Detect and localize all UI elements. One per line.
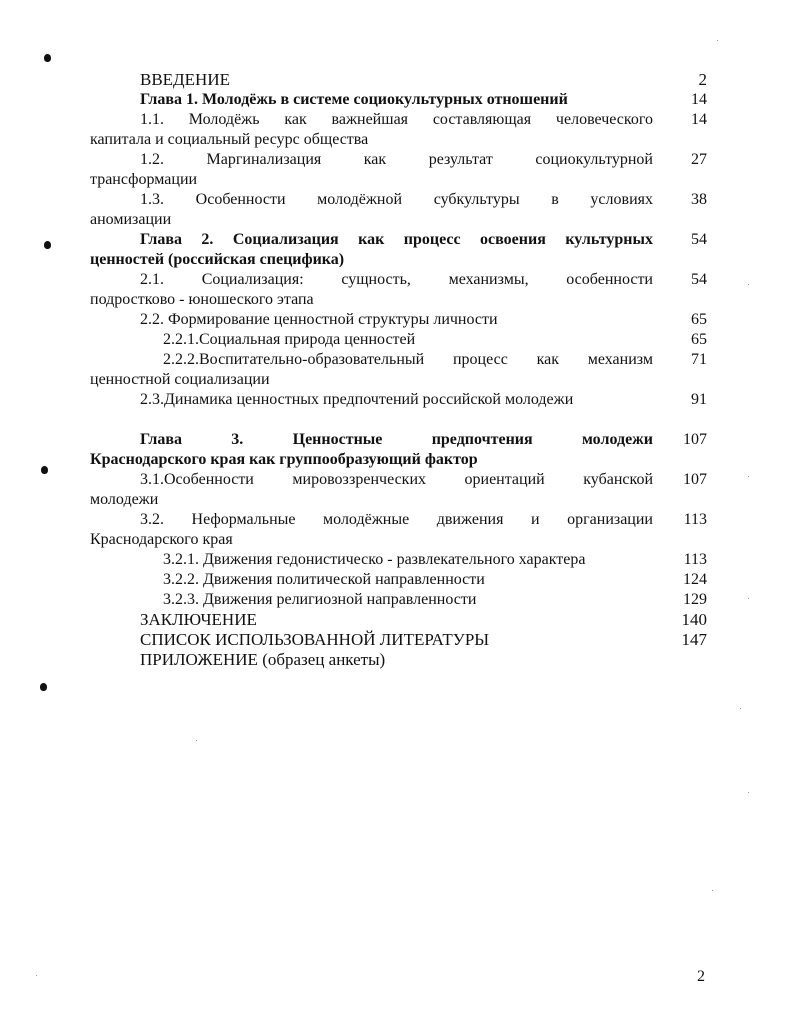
- toc-entry-line: 2.1. Социализация: сущность, механизмы, особенности: [140, 271, 653, 288]
- toc-entry-label: 3.2.3. Движения религиозной направленности: [163, 591, 477, 608]
- scan-speck: [740, 708, 741, 709]
- toc-page-number: 140: [681, 610, 707, 629]
- toc-entry-line: 1.2. Маргинализация как результат социокультурной: [140, 151, 653, 168]
- toc-entry-label: [90, 270, 653, 310]
- toc-entry-line: Краснодарского края как группообразующий фактор: [90, 451, 478, 468]
- toc-entry-label: ЗАКЛЮЧЕНИЕ: [140, 610, 257, 629]
- toc-page-number: 107: [683, 431, 707, 448]
- toc-entry-line: Глава 3. Ценностные предпочтения молодежи: [140, 431, 653, 448]
- toc-entry-label: [90, 430, 653, 470]
- binder-hole-mark: [40, 683, 47, 691]
- toc-entry-bibliography[interactable]: [90, 630, 710, 650]
- toc-entry-intro[interactable]: [90, 70, 710, 90]
- toc-entry-section-3-2-1[interactable]: [90, 550, 710, 570]
- toc-entry-section-2-2-1[interactable]: [90, 330, 710, 350]
- toc-page-number: 113: [683, 551, 707, 568]
- toc-entry-chapter-1[interactable]: [90, 90, 710, 110]
- toc-page-number: 147: [681, 630, 707, 649]
- page-number: 2: [697, 968, 705, 985]
- scan-speck: [748, 476, 749, 477]
- toc-entry-section-1-1[interactable]: [90, 110, 710, 150]
- spacer: [90, 410, 710, 430]
- toc-entry-line: ценностей (российская специфика): [90, 251, 345, 268]
- toc-entry-label: 3.2.1. Движения гедонистическо - развлекательного характера: [163, 551, 586, 568]
- toc-entry-section-1-2[interactable]: [90, 150, 710, 190]
- toc-entry-line: 1.1. Молодёжь как важнейшая составляющая человеческого: [140, 111, 653, 128]
- toc-entry-label: [90, 230, 653, 270]
- scan-speck: [748, 284, 749, 285]
- toc-entry-line: аномизации: [90, 211, 172, 228]
- toc-page-number: 65: [691, 331, 707, 348]
- toc-page-number: 54: [691, 271, 707, 288]
- toc-page-number: 124: [683, 571, 707, 588]
- scan-speck: [196, 740, 197, 741]
- toc-entry-section-3-2[interactable]: [90, 510, 710, 550]
- toc-entry-line: трансформации: [90, 171, 198, 188]
- toc-entry-section-2-2[interactable]: [90, 310, 710, 330]
- toc-page-number: 54: [691, 231, 707, 248]
- binder-hole-mark: [44, 54, 51, 62]
- toc-entry-label: СПИСОК ИСПОЛЬЗОВАННОЙ ЛИТЕРАТУРЫ: [140, 630, 490, 649]
- toc-entry-label: [90, 150, 653, 190]
- toc-page-number: 14: [691, 91, 707, 108]
- toc-page-number: 38: [691, 191, 707, 208]
- toc-page-number: 2: [698, 70, 707, 89]
- toc-entry-section-3-2-2[interactable]: [90, 570, 710, 590]
- toc-entry-line: капитала и социальный ресурс общества: [90, 131, 369, 148]
- toc-entry-section-3-2-3[interactable]: [90, 590, 710, 610]
- toc-entry-label: Глава 1. Молодёжь в системе социокультурных отношений: [140, 91, 568, 108]
- toc-entry-chapter-2[interactable]: [90, 230, 710, 270]
- toc-page-number: 65: [691, 311, 707, 328]
- toc-entry-line: Краснодарского края: [90, 531, 233, 548]
- binder-hole-mark: [41, 466, 48, 474]
- toc-entry-line: 3.2. Неформальные молодёжные движения и организации: [140, 511, 653, 528]
- toc-entry-label: [90, 110, 653, 150]
- toc-entry-line: 3.1.Особенности мировоззренческих ориентаций кубанской: [140, 471, 653, 488]
- toc-page-number: 91: [691, 391, 707, 408]
- toc-page-number: 107: [683, 471, 707, 488]
- toc-entry-line: ценностной социализации: [90, 371, 270, 388]
- toc-entry-section-1-3[interactable]: [90, 190, 710, 230]
- toc-page-number: 129: [683, 591, 707, 608]
- toc-entry-section-2-3[interactable]: [90, 390, 710, 410]
- toc-page-number: 27: [691, 151, 707, 168]
- binder-hole-mark: [44, 241, 51, 249]
- toc-entry-label: 2.3.Динамика ценностных предпочтений российской молодежи: [140, 391, 574, 408]
- toc-page-number: 71: [691, 351, 707, 368]
- toc-entry-label: ВВЕДЕНИЕ: [140, 70, 230, 89]
- toc-entry-label: 2.2. Формирование ценностной структуры личности: [140, 311, 498, 328]
- toc-entry-label: [90, 470, 653, 510]
- toc-entry-label: [90, 190, 653, 230]
- toc-entry-line: подростково - юношеского этапа: [90, 291, 314, 308]
- scan-speck: [717, 40, 718, 41]
- toc-page-number: 113: [683, 511, 707, 528]
- toc-entry-line: молодежи: [90, 491, 159, 508]
- scan-speck: [36, 975, 37, 976]
- scan-speck: [748, 598, 749, 599]
- toc-page-number: 14: [691, 111, 707, 128]
- table-of-contents: [90, 70, 710, 670]
- toc-entry-label: ПРИЛОЖЕНИЕ (образец анкеты): [140, 650, 386, 669]
- toc-entry-conclusion[interactable]: [90, 610, 710, 630]
- toc-entry-section-3-1[interactable]: [90, 470, 710, 510]
- toc-entry-label: [90, 350, 653, 390]
- toc-entry-chapter-3[interactable]: [90, 430, 710, 470]
- toc-entry-label: [90, 510, 653, 550]
- toc-entry-appendix[interactable]: [90, 650, 710, 670]
- toc-entry-section-2-2-2[interactable]: [90, 350, 710, 390]
- toc-entry-line: 1.3. Особенности молодёжной субкультуры в условиях: [140, 191, 653, 208]
- toc-entry-line: Глава 2. Социализация как процесс освоения культурных: [140, 231, 653, 248]
- toc-entry-section-2-1[interactable]: [90, 270, 710, 310]
- toc-entry-line: 2.2.2.Воспитательно-образовательный процесс как механизм: [163, 351, 653, 368]
- toc-entry-label: 2.2.1.Социальная природа ценностей: [163, 331, 416, 348]
- toc-entry-label: 3.2.2. Движения политической направленности: [163, 571, 485, 588]
- scan-speck: [712, 890, 713, 891]
- scan-speck: [748, 792, 749, 793]
